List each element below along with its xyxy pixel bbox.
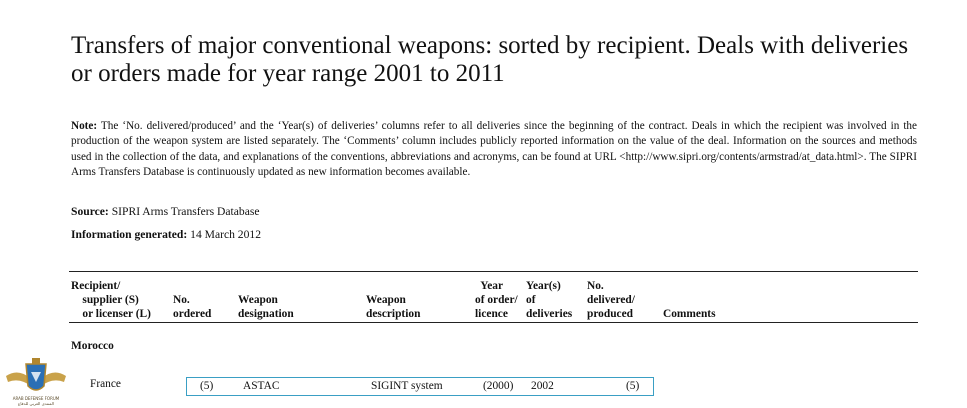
col-head-recipient: Recipient/ supplier (S) or licenser (L): [71, 280, 151, 320]
generated-label: Information generated:: [71, 228, 188, 241]
note-paragraph: [71, 119, 917, 181]
table-header-rule: [69, 322, 918, 323]
recipient-country: Morocco: [71, 340, 114, 352]
table-top-rule: [69, 271, 918, 272]
cell-no-ordered: (5): [200, 380, 214, 392]
col-head-no-delivered: No. delivered/ produced: [587, 280, 635, 320]
note-text: The ‘No. delivered/produced’ and the ‘Year(s) of deliveries’ columns refer to all deliveries since the beginning of the contract. Deals in which the recipient was involved in the production of the weapon system are listed separately. The ‘Comments’ column includes publicly reported information on the value of the deal. Information on the sources and methods used in the collection of the data, and explanations of the conventions, abbreviations and acronyms, can be found at URL <http://www.sipri.org/contents/armstrad/at_data.html>. The SIPRI Arms Transfers Database is continuously updated as new information becomes available.: [71, 120, 917, 179]
col-head-weapon-designation: Weapon designation: [238, 294, 294, 320]
supplier-name: France: [90, 378, 121, 390]
generated-value: 14 March 2012: [190, 228, 261, 241]
col-head-year-of-order: Year of order/ licence: [475, 280, 518, 320]
cell-no-delivered: (5): [626, 380, 640, 392]
cell-years-of-deliveries: 2002: [531, 380, 554, 392]
page-title: Transfers of major conventional weapons: sorted by recipient. Deals with deliveries or orders made for year range 2001 to 2011: [71, 32, 909, 87]
source-value: SIPRI Arms Transfers Database: [111, 205, 260, 218]
cell-description: SIGINT system: [371, 380, 443, 392]
forum-logo-caption: ARAB DEFENSE FORUM المنتدى العربي للدفاع: [12, 396, 60, 406]
cell-year-of-order: (2000): [483, 380, 514, 392]
note-label: Note:: [71, 120, 98, 132]
source-label: Source:: [71, 205, 109, 218]
col-head-comments: Comments: [663, 308, 716, 320]
source-line: [71, 205, 260, 219]
cell-designation: ASTAC: [243, 380, 280, 392]
col-head-no-ordered: No. ordered: [173, 294, 212, 320]
generated-line: [71, 228, 261, 242]
col-head-years-of-deliveries: Year(s) of deliveries: [526, 280, 573, 320]
col-head-weapon-description: Weapon description: [366, 294, 421, 320]
